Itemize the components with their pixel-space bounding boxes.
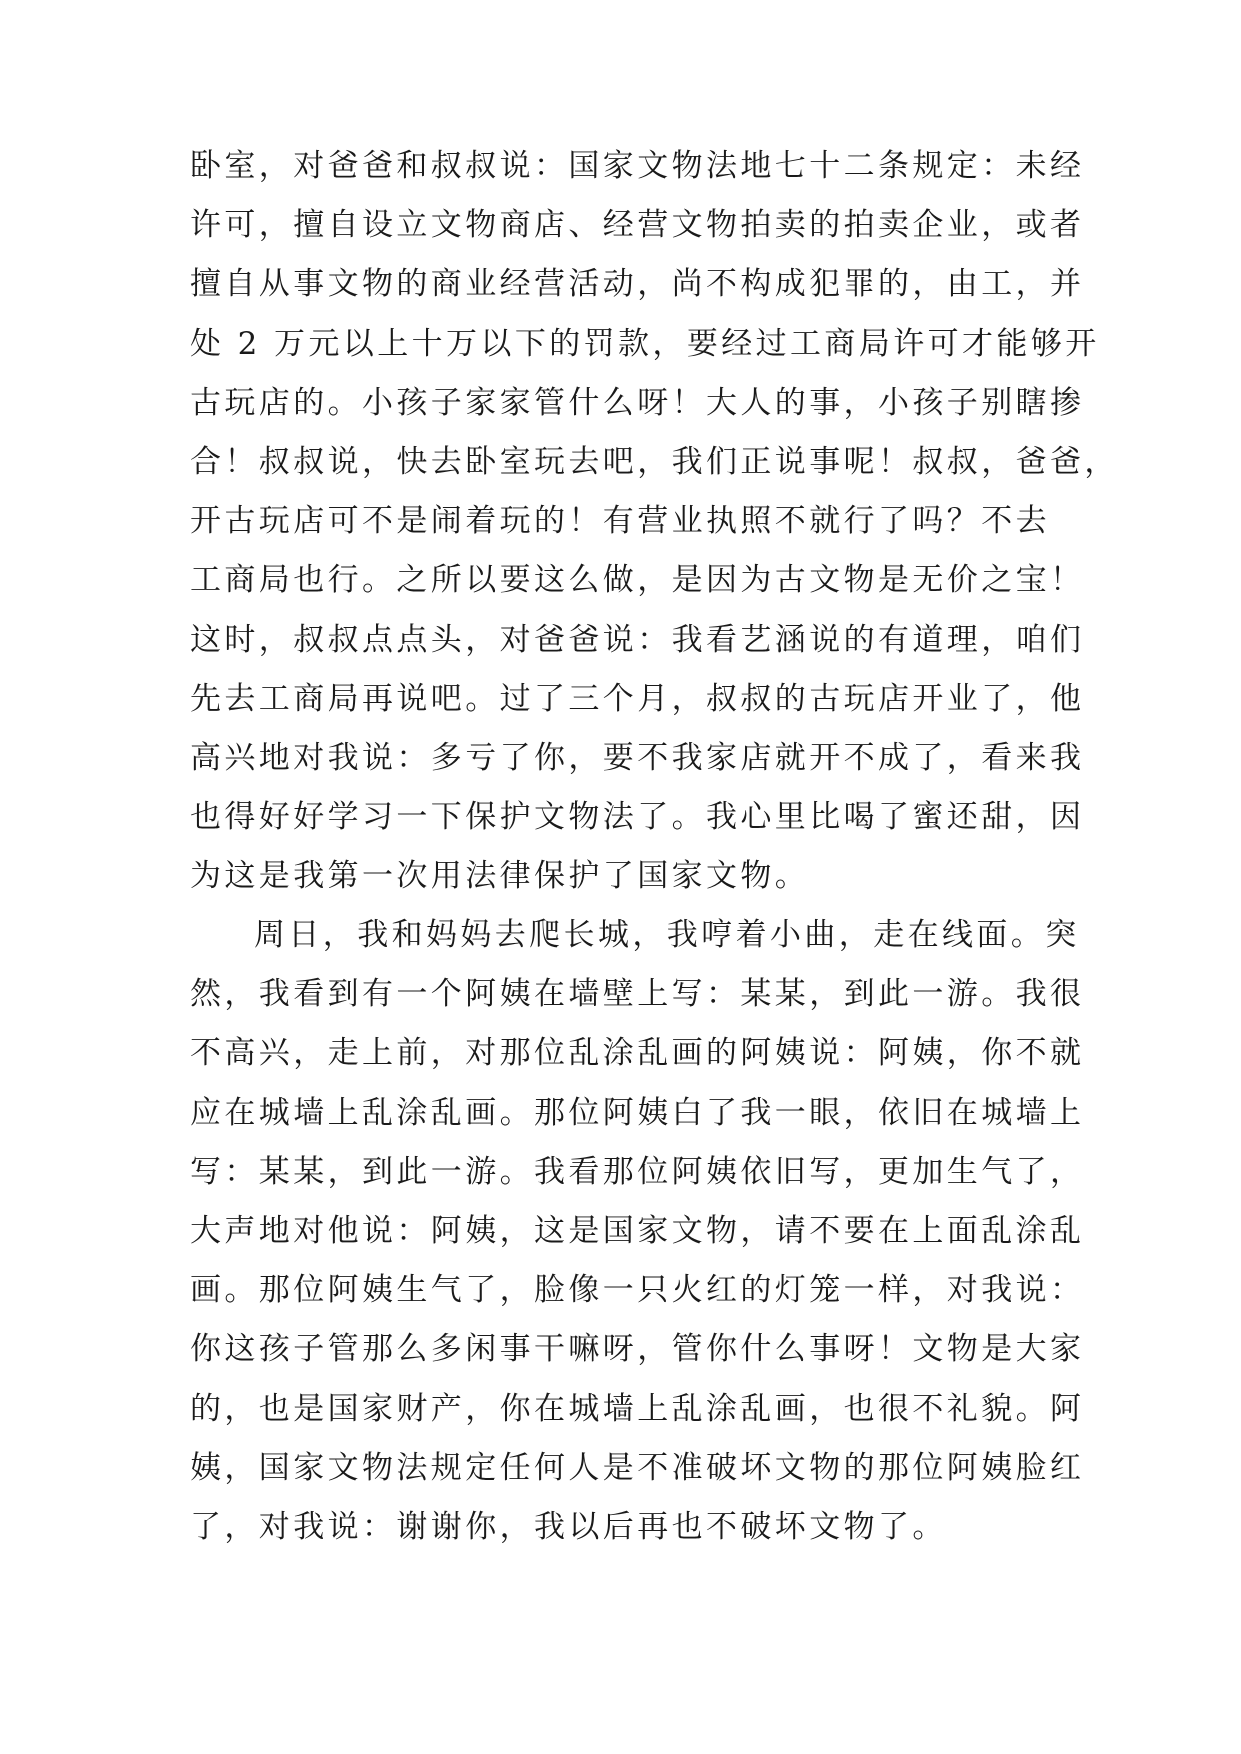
text-line: 大声地对他说：阿姨，这是国家文物，请不要在上面乱涂乱 [190,1212,1085,1249]
text-line: 开古玩店可不是闹着玩的！有营业执照不就行了吗？不去 [190,503,1050,540]
text-line: 擅自从事文物的商业经营活动，尚不构成犯罪的，由工，并 [190,266,1085,303]
text-line: 处 2 万元以上十万以下的罚款，要经过工商局许可才能够开 [190,325,1100,362]
text-line: 这时，叔叔点点头，对爸爸说：我看艺涵说的有道理，咱们 [190,621,1085,658]
text-line: 姨，国家文物法规定任何人是不准破坏文物的那位阿姨脸红 [190,1449,1085,1486]
text-line: 了，对我说：谢谢你，我以后再也不破坏文物了。 [190,1508,947,1545]
text-line: 卧室，对爸爸和叔叔说：国家文物法地七十二条规定：未经 [190,148,1085,184]
text-line: 古玩店的。小孩子家家管什么呀！大人的事，小孩子别瞎掺 [190,384,1085,421]
text-line: 工商局也行。之所以要这么做，是因为古文物是无价之宝！ [190,562,1085,599]
text-line: 的，也是国家财产，你在城墙上乱涂乱画，也很不礼貌。阿 [190,1390,1085,1427]
text-line: 不高兴，走上前，对那位乱涂乱画的阿姨说：阿姨，你不就 [190,1035,1085,1072]
text-line: 也得好好学习一下保护文物法了。我心里比喝了蜜还甜，因 [190,799,1085,836]
text-line: 周日，我和妈妈去爬长城，我哼着小曲，走在线面。突 [254,917,1080,953]
text-line: 画。那位阿姨生气了，脸像一只火红的灯笼一样，对我说： [190,1272,1085,1309]
text-line: 应在城墙上乱涂乱画。那位阿姨白了我一眼，依旧在城墙上 [190,1094,1085,1131]
text-line: 合！叔叔说，快去卧室玩去吧，我们正说事呢！叔叔，爸爸， [190,443,1119,480]
text-line: 高兴地对我说：多亏了你，要不我家店就开不成了，看来我 [190,739,1085,776]
text-line: 你这孩子管那么多闲事干嘛呀，管你什么事呀！文物是大家 [190,1331,1085,1368]
paragraph-2 [190,906,1085,1557]
text-line: 先去工商局再说吧。过了三个月，叔叔的古玩店开业了，他 [190,680,1085,717]
text-line: 然，我看到有一个阿姨在墙壁上写：某某，到此一游。我很 [190,976,1085,1013]
text-line: 写：某某，到此一游。我看那位阿姨依旧写，更加生气了， [190,1153,1085,1190]
text-line: 为这是我第一次用法律保护了国家文物。 [190,858,810,895]
text-line: 许可，擅自设立文物商店、经营文物拍卖的拍卖企业，或者 [190,207,1085,244]
paragraph-1 [190,137,1119,906]
